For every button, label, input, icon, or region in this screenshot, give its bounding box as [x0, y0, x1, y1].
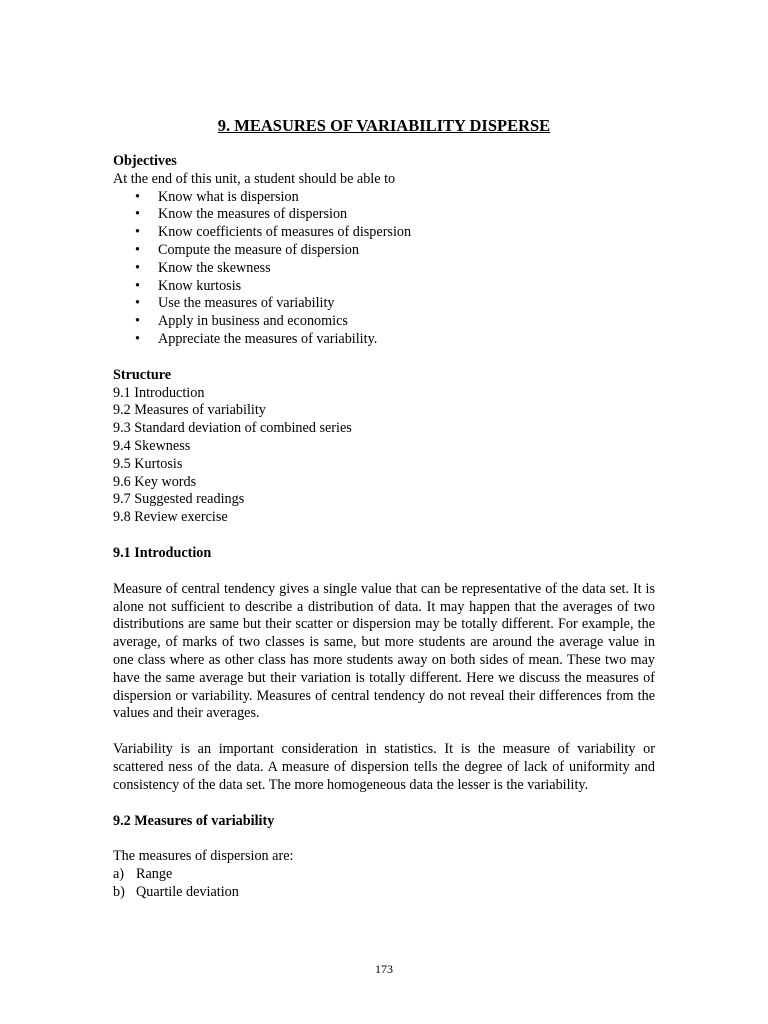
objective-text: Use the measures of variability [158, 295, 335, 312]
bullet-icon: • [135, 188, 140, 205]
objectives-intro: At the end of this unit, a student should be able to [113, 170, 396, 187]
objectives-heading: Objectives [113, 153, 177, 169]
objective-item [135, 260, 655, 278]
section-9-1-heading: 9.1 Introduction [113, 544, 212, 561]
measure-text: Quartile deviation [136, 883, 239, 900]
objective-text: Apply in business and economics [158, 313, 348, 330]
spacer [113, 349, 655, 367]
structure-item: 9.6 Key words [113, 473, 197, 490]
introduction-paragraph-1: Measure of central tendency gives a single value that can be representative of the data set. It is alone not sufficient to describe a distribution of data. It may happen that the averages of two distributions are same but their scatter or dispersion may be totally different. For example, the average, of marks of two classes is same, but more students are around the average value in one class where as other class has more students away on both sides of mean. These two may have the same average but their variation is totally different. Here we discuss the measures of dispersion or variability. Measures of central tendency do not reveal their differences from the values and their averages. [113, 580, 655, 722]
objective-text: Know coefficients of measures of dispersion [158, 224, 412, 241]
measures-list [113, 866, 655, 902]
spacer [113, 795, 655, 813]
spacer [113, 723, 655, 741]
bullet-icon: • [135, 241, 140, 258]
bullet-icon: • [135, 277, 140, 294]
structure-item: 9.2 Measures of variability [113, 402, 266, 419]
item-marker: a) [113, 866, 125, 883]
objective-text: Know what is dispersion [158, 188, 299, 205]
objective-item [135, 206, 655, 224]
structure-item: 9.3 Standard deviation of combined series [113, 420, 352, 437]
structure-item: 9.1 Introduction [113, 384, 205, 401]
objective-text: Appreciate the measures of variability. [158, 330, 378, 347]
objective-text: Compute the measure of dispersion [158, 241, 359, 258]
objective-text: Know the measures of dispersion [158, 206, 348, 223]
bullet-icon: • [135, 330, 140, 347]
page-content [113, 116, 655, 902]
structure-item: 9.7 Suggested readings [113, 491, 245, 508]
measure-text: Range [136, 866, 173, 883]
bullet-icon: • [135, 313, 140, 330]
spacer [113, 830, 655, 848]
objective-item [135, 224, 655, 242]
structure-item: 9.8 Review exercise [113, 509, 228, 526]
bullet-icon: • [135, 206, 140, 223]
spacer [113, 563, 655, 581]
bullet-icon: • [135, 224, 140, 241]
objective-item [135, 189, 655, 207]
objectives-list [113, 189, 655, 349]
objective-item [135, 331, 655, 349]
section-9-2-heading: 9.2 Measures of variability [113, 812, 275, 829]
objective-item [135, 295, 655, 313]
objective-text: Know kurtosis [158, 277, 242, 294]
objective-item [135, 313, 655, 331]
page-number: 173 [375, 962, 393, 976]
objective-item [135, 278, 655, 296]
measures-intro: The measures of dispersion are: [113, 848, 294, 865]
bullet-icon: • [135, 259, 140, 276]
objective-item [135, 242, 655, 260]
structure-item: 9.5 Kurtosis [113, 455, 183, 472]
item-marker: b) [113, 883, 125, 900]
objective-text: Know the skewness [158, 259, 271, 276]
structure-heading: Structure [113, 366, 172, 383]
spacer [113, 527, 655, 545]
measure-item [113, 866, 655, 884]
structure-item: 9.4 Skewness [113, 437, 191, 454]
bullet-icon: • [135, 295, 140, 312]
chapter-title: 9. MEASURES OF VARIABILITY DISPERSE [217, 116, 551, 135]
introduction-paragraph-2: Variability is an important consideration in statistics. It is the measure of variability or scattered ness of the data. A measure of dispersion tells the degree of lack of uniformity and consistency of the data set. The more homogeneous data the lesser is the variability. [113, 741, 655, 793]
measure-item [113, 884, 655, 902]
structure-list [113, 385, 655, 527]
